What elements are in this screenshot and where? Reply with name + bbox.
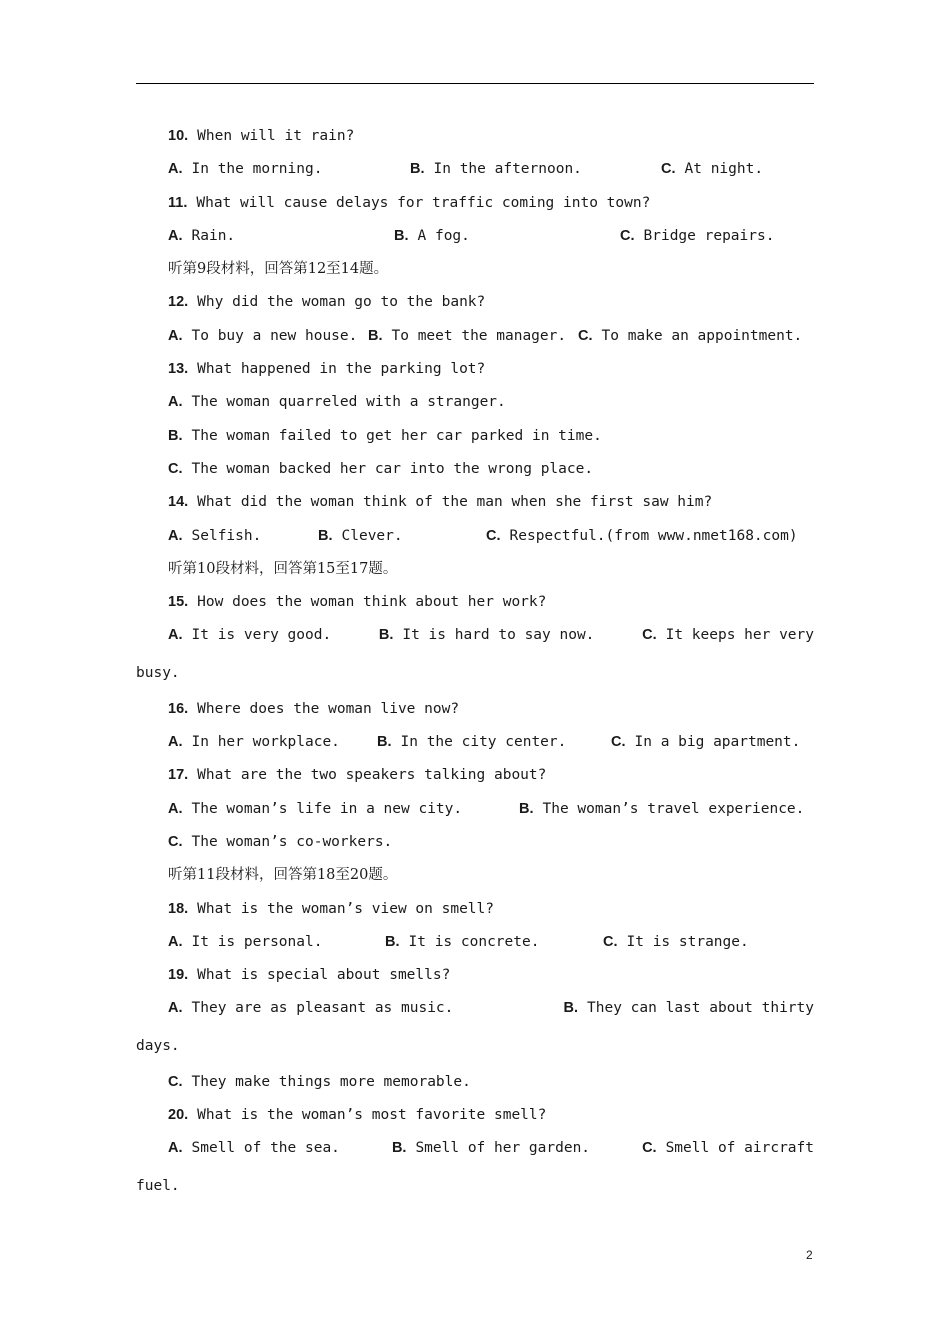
option-10-a: A. In the morning. <box>168 161 323 178</box>
option-20-b: B. Smell of her garden. <box>391 1140 591 1157</box>
option-19-b: B. They can last about thirty <box>563 1000 814 1017</box>
option-12-a: A. To buy a new house. <box>168 327 358 344</box>
option-17-a: A. The woman’s life in a new city. <box>168 800 463 817</box>
question-16: 16. Where does the woman live now? <box>168 700 460 717</box>
question-15: 15. How does the woman think about her work? <box>168 594 547 611</box>
option-17-c: C. The woman’s co-workers. <box>168 833 393 850</box>
question-10: 10. When will it rain? <box>168 128 355 144</box>
options-10 <box>136 153 814 186</box>
option-19-a: A. They are as pleasant as music. <box>168 1000 454 1017</box>
option-19-b-continued: days. <box>136 1037 180 1054</box>
option-15-a: A. It is very good. <box>168 627 332 644</box>
option-10-b: B. In the afternoon. <box>410 161 582 178</box>
question-11: 11. What will cause delays for traffic coming into town? <box>168 194 651 211</box>
option-19-c: C. They make things more memorable. <box>168 1073 471 1090</box>
section-heading-10: 听第10段材料，回答第15至17题。 <box>168 560 398 577</box>
option-11-a: A. Rain. <box>168 227 236 244</box>
option-12-c: C. To make an appointment. <box>578 327 803 344</box>
question-12: 12. Why did the woman go to the bank? <box>168 294 486 311</box>
question-13: 13. What happened in the parking lot? <box>168 361 486 378</box>
options-11 <box>136 220 814 253</box>
option-16-a: A. In her workplace. <box>168 734 340 751</box>
options-14 <box>136 520 814 553</box>
section-heading-11: 听第11段材料，回答第18至20题。 <box>168 867 398 884</box>
question-18: 18. What is the woman’s view on smell? <box>168 900 494 917</box>
option-17-b: B. The woman’s travel experience. <box>519 800 805 817</box>
question-17: 17. What are the two speakers talking about? <box>168 767 547 784</box>
option-18-b: B. It is concrete. <box>385 933 540 950</box>
options-17 <box>136 793 814 826</box>
option-15-c: C. It keeps her very <box>642 627 814 644</box>
options-19 <box>136 992 814 1025</box>
options-16 <box>136 726 814 759</box>
option-18-c: C. It is strange. <box>603 933 749 950</box>
option-16-c: C. In a big apartment. <box>611 734 801 751</box>
option-14-a: A. Selfish. <box>168 527 262 544</box>
page-number: 2 <box>806 1248 813 1262</box>
options-18 <box>136 926 814 959</box>
section-heading-9: 听第9段材料，回答第12至14题。 <box>168 261 389 278</box>
question-19: 19. What is special about smells? <box>168 967 451 984</box>
option-10-c: C. At night. <box>661 161 764 178</box>
option-20-c-continued: fuel. <box>136 1177 180 1194</box>
option-20-a: A. Smell of the sea. <box>168 1140 340 1157</box>
options-20 <box>136 1132 814 1165</box>
option-13-c: C. The woman backed her car into the wrong place. <box>168 460 594 477</box>
option-20-c: C. Smell of aircraft <box>642 1140 814 1157</box>
question-20: 20. What is the woman’s most favorite smell? <box>168 1107 547 1124</box>
option-11-c: C. Bridge repairs. <box>620 227 775 244</box>
option-15-b: B. It is hard to say now. <box>378 627 595 644</box>
option-14-b: B. Clever. <box>318 527 403 544</box>
header-rule <box>136 83 814 84</box>
option-12-b: B. To meet the manager. <box>368 327 567 344</box>
option-11-b: B. A fog. <box>394 227 470 244</box>
option-18-a: A. It is personal. <box>168 933 323 950</box>
option-14-c: C. Respectful.(from www.nmet168.com) <box>486 527 798 544</box>
option-13-a: A. The woman quarreled with a stranger. <box>168 394 506 411</box>
options-12 <box>136 320 814 353</box>
option-13-b: B. The woman failed to get her car parked in time. <box>168 427 602 444</box>
question-page <box>136 120 814 1206</box>
options-15 <box>136 619 814 652</box>
option-16-b: B. In the city center. <box>377 734 567 751</box>
question-14: 14. What did the woman think of the man when she first saw him? <box>168 494 713 511</box>
option-15-c-continued: busy. <box>136 664 180 681</box>
